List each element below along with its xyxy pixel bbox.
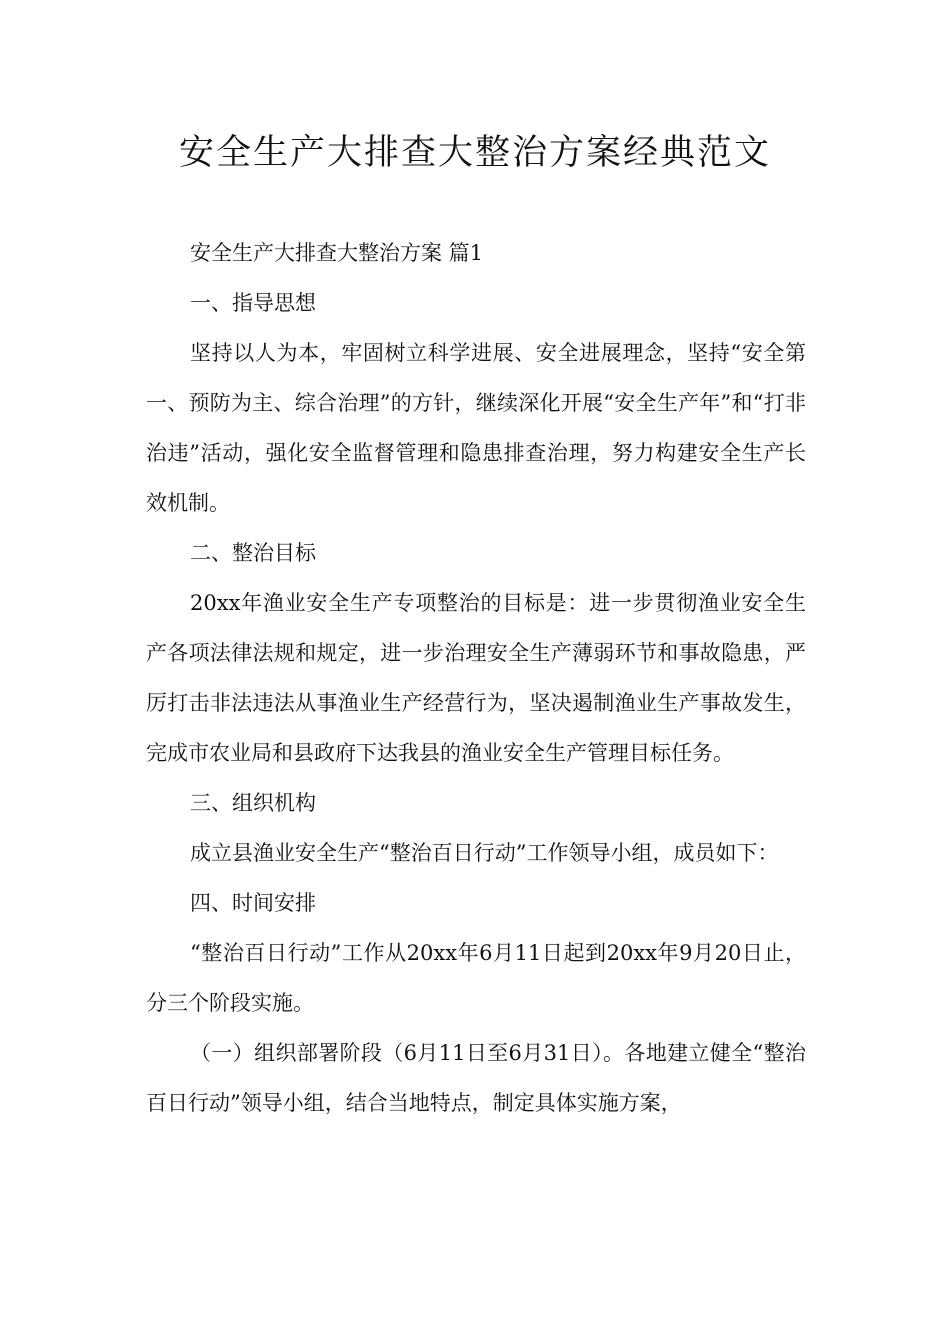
paragraph-phase-1: （一）组织部署阶段（6月11日至6月31日）。各地建立健全“整治百日行动”领导小组，结合当地特点，制定具体实施方案， <box>146 1041 806 1115</box>
document-body <box>146 228 806 1128</box>
paragraph-schedule: “整治百日行动”工作从20xx年6月11日起到20xx年9月20日止，分三个阶段实施。 <box>146 941 806 1015</box>
paragraph-organization: 成立县渔业安全生产“整治百日行动”工作领导小组，成员如下： <box>190 841 779 865</box>
section-heading-goals: 二、整治目标 <box>190 541 316 565</box>
paragraph-goals: 20xx年渔业安全生产专项整治的目标是：进一步贯彻渔业安全生产各项法律法规和规定，进一步治理安全生产薄弱环节和事故隐患，严厉打击非法违法从事渔业生产经营行为，坚决遏制渔业生产事故发生，完成市农业局和县政府下达我县的渔业安全生产管理目标任务。 <box>146 591 806 765</box>
section-heading-schedule: 四、时间安排 <box>190 891 316 915</box>
section-heading-organization: 三、组织机构 <box>190 791 316 815</box>
section-heading-plan-1: 安全生产大排查大整治方案 篇1 <box>190 241 484 265</box>
paragraph-guiding-thought: 坚持以人为本，牢固树立科学进展、安全进展理念，坚持“安全第一、预防为主、综合治理”的方针，继续深化开展“安全生产年”和“打非治违”活动，强化安全监督管理和隐患排查治理，努力构建安全生产长效机制。 <box>146 341 806 515</box>
section-heading-guiding-thought: 一、指导思想 <box>190 291 316 315</box>
document-title: 安全生产大排查大整治方案经典范文 <box>178 133 771 173</box>
